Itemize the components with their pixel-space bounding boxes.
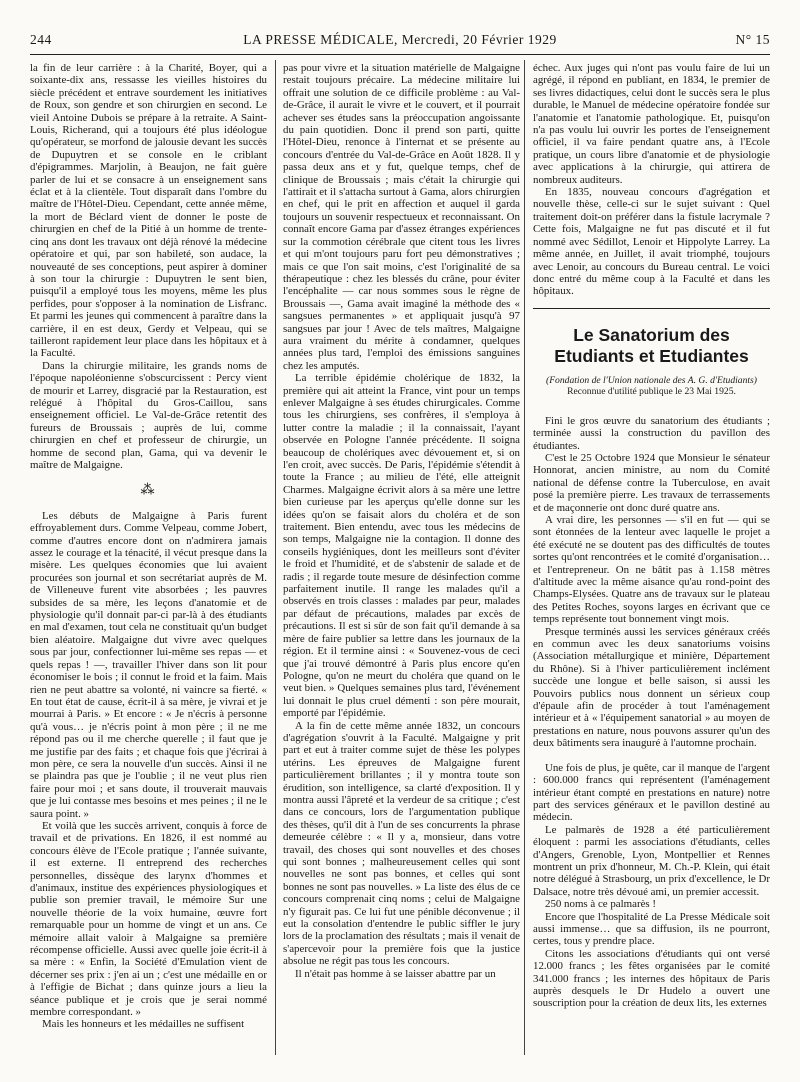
paragraph: A la fin de cette même année 1832, un concours d'agrégation s'ouvrit à la Faculté. Malgaigne y prit part et eut à traiter comme sujet de thèse les polypes utérins. Les épreuves de Malgaigne furent particulièrement brillantes ; il y montra toute son érudition, son intelligence, sa clarté d'exposition. Il y montra aussi l'âpreté et la verdeur de sa critique ; c'est dans ce concours, lors de l'argumentation publique des thèses, qu'il dit à l'un de ses concurrents la phrase demeurée célèbre : « Il y a, monsieur, dans votre travail, des choses qui sont nouvelles et des choses qui sont bonnes ; malheureusement celles qui sont nouvelles ne sont pas bonnes, et celles qui sont bonnes ne sont pas nouvelles. » La liste des élus de ce concours comprenait cinq noms ; celui de Malgaigne n'y figurait pas. Ce lui fut une pénible déconvenue ; il eut la consolation d'entendre le public siffler le jury lors de la proclamation des résultats ; mais il venait de s'apercevoir pour la première fois que la justice absolue ne régit pas tous les concours. (283, 719, 520, 968)
paragraph: Le palmarès de 1928 a été particulièrement éloquent : parmi les associations d'étudiants, celles d'Angers, Grenoble, Lyon, Montpellier et Rennes montrent un prix d'honneur, M. Ch.-P. Klein, qui était notre délégué à Strasbourg, un prix d'excellence, le Dr Dalsace, notre très dévoué ami, un premier accessit. (533, 823, 770, 898)
running-header (30, 32, 770, 52)
paragraph: pas pour vivre et la situation matérielle de Malgaigne restait toujours précaire. La médecine militaire lui offrait une solution de ce difficile problème : au Val-de-Grâce, il aurait le vivre et le couvert, et il pourrait achever ses études sans la préoccupation angoissante du pain quotidien. Donc il prend son parti, quitte l'Hôtel-Dieu, renonce à l'internat et se présente au concours d'entrée du Val-de-Grâce en Août 1828. Il y passa deux ans et y fut, quelque temps, chef de clinique de Broussais ; mais c'était la chirurgie qui l'attirait et il s'attacha surtout à Gama, alors chirurgien en chef, qui le prit en affection et auquel il garda toujours un souvenir respectueux et reconnaissant. On connaît encore Gama par d'assez étranges expériences sur la commotion cérébrale que citent tous les livres et qui m'ont toujours paru fort peu démonstratives ; mais ce que l'on sait moins, c'est l'originalité de sa thérapeutique : chez les blessés du crâne, pour éviter l'encéphalite — car nous sommes sous le règne de Broussais —, Gama avait imaginé la méthode des « sangsues permanentes » et appliquait jusqu'à 97 sangsues par jour ! Avec de tels maîtres, Malgaigne aura vraiment du mérite à condamner, quelques années plus tard, l'emploi des émissions sanguines chez les amputés. (283, 62, 520, 372)
paragraph: Citons les associations d'étudiants qui ont versé 12.000 francs ; les fêtes organisées par le comité 341.000 francs ; les internes des hôpitaux de Paris auprès desquels le Dr Hudelo a ouvert une souscription pour la création de deux lits, les externes (533, 947, 770, 1010)
paragraph: Il n'était pas homme à se laisser abattre par un (295, 967, 496, 980)
article-title: Le Sanatorium des Etudiants et Etudiantes (554, 324, 749, 366)
paragraph: A vrai dire, les personnes — s'il en fut — qui se sont étonnées de la lenteur avec laquelle le projet a été exécuté ne se doutent pas des difficultés de toutes sortes qu'ont rencontrées et le comité d'organisation… et l'entrepreneur. On ne bâtit pas à 1.158 mètres d'altitude avec la même aisance qu'au rond-point des Champs-Elysées. Quatre ans de travaux sur le plateau des Petites Roches, soyons larges en écrivant que ce temps représente tout bonnement vingt mois. (533, 513, 770, 626)
column-2 (283, 62, 520, 1057)
article-subtitle: (Fondation de l'Union nationale des A. G. d'Etudiants) (546, 374, 757, 386)
paragraph: Fini le gros œuvre du sanatorium des étudiants ; terminée aussi la construction du pavillon des étudiantes. (533, 414, 770, 452)
column-divider-2 (524, 60, 525, 1055)
column-divider-1 (275, 60, 276, 1055)
paragraph: Dans la chirurgie militaire, les grands noms de l'époque napoléonienne s'obscurcissent : Percy vient de mourir et Larrey, disgracié par la Restauration, est relégué à l'hôpital du Gros-Caillou, sans enseignement officiel. Le Val-de-Grâce retentit des fureurs de Broussais ; auprès de lui, comme chirurgien en chef et professeur de chirurgie, un homme de second plan, Gama, qui va devenir le maître de Malgaigne. (30, 359, 267, 471)
section-break-asterism: ⁂ (140, 483, 157, 499)
paragraph: La terrible épidémie cholérique de 1832, la première qui ait atteint la France, vint pour un temps enlever Malgaigne à ses études chirurgicales. Comme tous les chirurgiens, ses confrères, il s'employa à lutter contre la maladie ; il la connaissait, l'ayant observée en Pologne l'année précédente. Il soigna beaucoup de cholériques avec dévouement et, si on l'en croit, avec succès. De Paris, l'épidémie s'étendit à toute la France ; au milieu de l'été, elle atteignit Charmes. Malgaigne écrivit alors à sa mère une lettre bien curieuse par les aperçus qu'elle donne sur les idées qu'on se faisait alors du choléra et de son traitement. Bien entendu, avec tous les médecins de son temps, Malgaigne nie la contagion. Il donne des conseils hygiéniques, dont les meilleurs sont d'éviter le froid et l'humidité, et de s'abstenir de salade et de radis ; il regarde toute mesure de désinfection comme parfaitement inutile. Il range les malades qu'il a observés en trois classes : malades par peur, malades par défaut de précautions, malades par excès de précautions. Il est si sûr de son fait qu'il demande à sa mère de faire publier sa lettre dans les journaux de la région. Et il termine ainsi : « Souvenez-vous de ceci que j'ai trouvé démontré à Paris plus encore qu'en Pologne, qu'on ne meurt du choléra que quand on le veut bien. » Quelques semaines plus tard, l'événement lui donnait le plus cruel démenti : son père mourait, emporté par l'épidémie. (283, 372, 520, 720)
column-3 (533, 62, 770, 1057)
issue-number: N° 15 (735, 32, 770, 47)
header-rule (30, 54, 770, 55)
paragraph: 250 noms à ce palmarès ! (545, 898, 656, 911)
paragraph: Mais les honneurs et les médailles ne suffisent (42, 1018, 245, 1031)
paragraph: Une fois de plus, je quête, car il manque de l'argent : 600.000 francs qui représentent (l'aménagement intérieur étant compté en prestations en nature) notre part des services généraux et le pavillon destiné au médecin. (533, 761, 770, 824)
column-1 (30, 62, 267, 1057)
paragraph: Les débuts de Malgaigne à Paris furent effroyablement durs. Comme Velpeau, comme Jobert, comme d'autres encore dont on n'admirera jamais assez le courage et la ténacité, il vécut presque dans la misère. Les quelques économies que lui avaient procurées son journal et son secrétariat auprès de M. de Villeneuve furent vite absorbées ; les pauvres subsides de sa mère, les leçons d'anatomie et de physiologie qu'il donnait par-ci par-là à des étudiants en mal d'examen, tout cela ne constituait qu'un budget bien aléatoire. Malgaigne dut vivre avec quelques sous par jour, confectionner lui-même ses repas — et quels repas ! —, travailler l'hiver dans son lit pour économiser le bois ; il connut le froid et la faim. Mais rien ne peut abattre sa volonté, ni vaincre sa fierté. « En tout état de cause, écrit-il à sa mère, je vivrai et je mourrai à Paris. » Et encore : « Je n'écris à personne qu'à vous… je n'écris point à mon père ; il ne me répond pas ou il me cherche querelle ; il faut que je me justifie par des faits ; et chaque fois que j'écrirai à mon père, ce sera la nouvelle d'un succès. Ainsi il ne se plaindra pas que je l'oublie ; il ne veut plus rien faire pour moi ; et sans doute, il trouverait mauvais que je lui contasse mes besoins et mes peines ; il ne le saura point. » (30, 509, 267, 820)
paragraph: C'est le 25 Octobre 1924 que Monsieur le sénateur Honnorat, ancien ministre, au nom du Comité national de défense contre la Tuberculose, en avait posé la première pierre. Les travaux de terrassements et de maçonnerie ont donc duré quatre ans. (533, 451, 770, 514)
paragraph: Encore que l'hospitalité de La Presse Médicale soit aussi immense… que sa diffusion, ils ne pourront, certes, tous y prendre place. (533, 910, 770, 948)
article-separator (533, 308, 770, 309)
paragraph: En 1835, nouveau concours d'agrégation et nouvelle thèse, celle-ci sur le sujet suivant : Quel traitement doit-on préférer dans la fistule lacrymale ? Cette fois, Malgaigne ne fut pas discuté et il fut nommé avec Sédillot, Lenoir et Hippolyte Larrey. La même année, en Juillet, il avait triomphé, toujours avec Lenoir, au concours du Bureau central. Le voici donc entré du même coup à la Faculté et dans les hôpitaux. (533, 186, 770, 298)
paragraph: échec. Aux juges qui n'ont pas voulu faire de lui un agrégé, il répond en publiant, en 1834, le premier de ses livres didactiques, celui dont le succès sera le plus durable, le Manuel de médecine opératoire fondée sur l'anatomie et l'anatomie pathologique. Et, puisqu'on n'a pas voulu lui ouvrir les portes de l'enseignement officiel, il va faire pendant quatre ans, à l'Ecole pratique, un cours libre d'anatomie et de physiologie avec applications à la chirurgie, qui attirera de nombreux auditeurs. (533, 62, 770, 186)
article-recognition: Reconnue d'utilité publique le 23 Mai 1925. (567, 385, 736, 397)
paragraph: la fin de leur carrière : à la Charité, Boyer, qui a soixante-dix ans, ressasse les vieilles histoires du siècle précédent et entrave sourdement les initiatives de Roux, son gendre et son chirurgien en second. Le vieil Antoine Dubois se prépare à la retraite. A Saint-Louis, Richerand, qui a toujours été plus idéologue qu'opérateur, se morfond de jalousie devant les succès de Dupuytren et se console en le criblant d'épigrammes. Marjolin, à Beaujon, ne fait guère parler de lui et se consacre à un enseignement sans éclat et à la clientèle. Tout disparaît dans l'ombre du maître de l'Hôtel-Dieu. Cependant, cette année même, la mort de Béclard vient de donner le poste de chirurgien en chef de la Pitié à un homme de trente-cinq ans dont les travaux ont déjà rénové la médecine opératoire et qui, par son habileté, son audace, la nouveauté de ses conceptions, peut aspirer à dominer à son tour la chirurgie : Dupuytren le sent bien, puisqu'il a employé tous les moyens, même les plus perfides, pour s'opposer à la nomination de Lisfranc. Et parmi les jeunes qui commencent à paraître dans la carrière, il en est deux, Gerdy et Velpeau, qui se tailleront rapidement leur place dans les hôpitaux et à la Faculté. (30, 62, 267, 360)
paragraph: Presque terminés aussi les services généraux créés en commun avec les deux sanatoriums voisins (Association métallurgique et minière, Département du Rhône). Si à l'hiver particulièrement inclément succède une longue et belle saison, si aussi les Pouvoirs publics nous donnent un sérieux coup d'épaule afin de procéder à tout l'aménagement intérieur et à « l'équipement sanatorial » au moyen de prestations en nature, nous pouvons assurer qu'un des deux bâtiments sera inauguré à l'automne prochain. (533, 625, 770, 750)
page-number: 244 (30, 32, 52, 47)
journal-title: LA PRESSE MÉDICALE, Mercredi, 20 Février 1929 (243, 32, 557, 47)
paragraph: Et voilà que les succès arrivent, conquis à force de travail et de privations. En 1826, il est nommé au concours élève de l'Ecole pratique ; l'année suivante, il est externe. Il entreprend des recherches personnelles, dissèque des larynx d'hommes et d'animaux, institue des expériences physiologiques et publie son premier travail, le mémoire Sur une nouvelle théorie de la voix humaine, œuvre fort remarquable pour un homme de vingt et un ans. Ce mémoire allait valoir à Malgaigne sa première récompense officielle. Aussi avec quelle joie écrit-il à sa mère : « Enfin, la Société d'Emulation vient de décerner ses prix : j'en ai un ; c'est une médaille en or à l'effigie de Bichat ; dans quinze jours a lieu la séance publique et je crois que je serai nommé membre correspondant. » (30, 819, 267, 1019)
